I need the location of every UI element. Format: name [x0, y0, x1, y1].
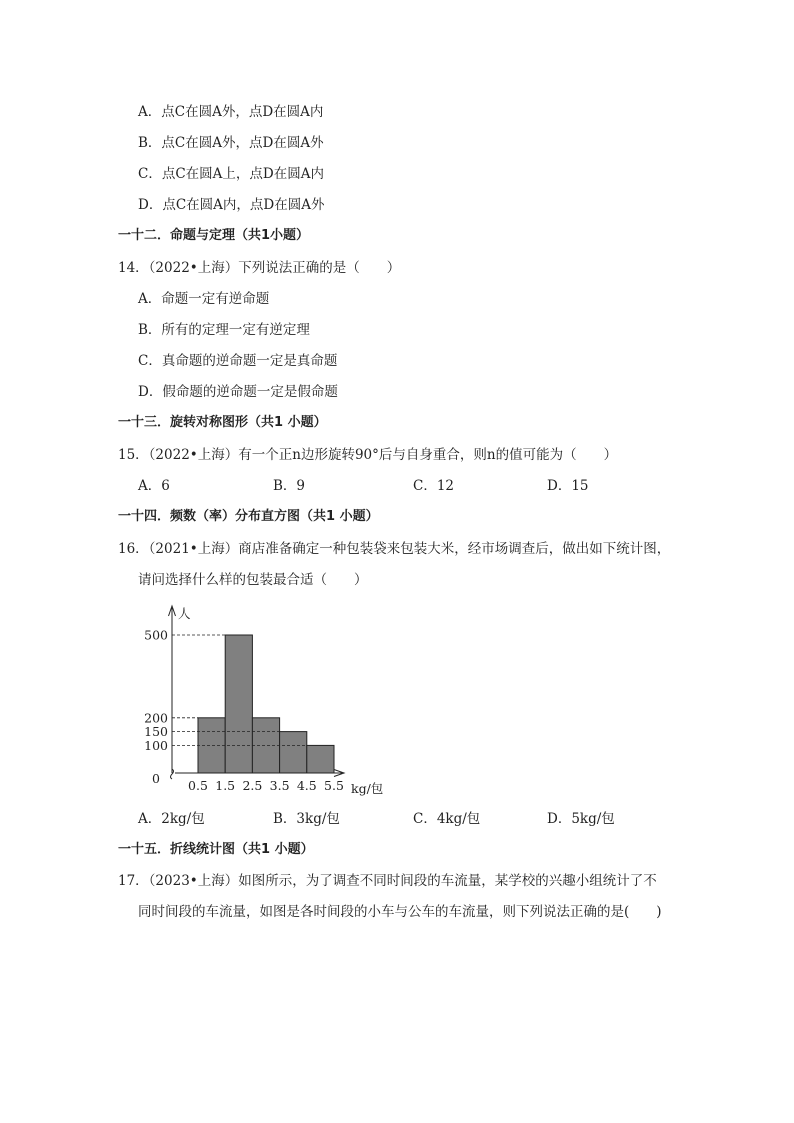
- q13-option-c: C．点C在圆A上，点D在圆A内: [138, 166, 324, 182]
- q16-stem-line2: 请问选择什么样的包装最合适（ ）: [138, 572, 368, 588]
- q15-option-a: A．6: [138, 478, 170, 494]
- x-tick-label: 5.5: [324, 778, 344, 793]
- q15-option-c: C．12: [413, 478, 455, 494]
- histogram-chart: [130, 598, 410, 803]
- histogram-bar: [252, 718, 279, 773]
- section-heading-12: 一十二．命题与定理（共1小题）: [118, 228, 310, 243]
- x-tick-label: 4.5: [296, 778, 317, 793]
- y-tick-label: 200: [144, 710, 168, 726]
- origin-label: 0: [152, 771, 160, 786]
- q17-stem-line1: 17．（2023•上海）如图所示，为了调查不同时间段的车流量，某学校的兴趣小组统计了不: [118, 873, 657, 889]
- q15-option-b: B．9: [273, 478, 306, 494]
- x-axis-label: kg/包: [351, 781, 384, 796]
- y-tick-label: 500: [144, 627, 168, 643]
- q14-option-a: A．命题一定有逆命题: [138, 291, 270, 307]
- q17-stem-line2: 同时间段的车流量，如图是各时间段的小车与公车的车流量，则下列说法正确的是( ): [138, 904, 662, 920]
- q13-option-d: D．点C在圆A内，点D在圆A外: [138, 197, 325, 213]
- q16-option-a: A．2kg/包: [138, 811, 205, 827]
- histogram-bar: [307, 745, 334, 773]
- q13-option-a: A．点C在圆A外，点D在圆A内: [138, 104, 324, 120]
- q16-stem-line1: 16．（2021•上海）商店准备确定一种包装袋来包装大米，经市场调查后，做出如下统计图，: [118, 541, 671, 557]
- q14-stem: 14．（2022•上海）下列说法正确的是（ ）: [118, 260, 401, 276]
- q16-option-c: C．4kg/包: [413, 811, 481, 827]
- section-heading-15: 一十五．折线统计图（共1 小题）: [118, 842, 314, 857]
- histogram-bar: [280, 732, 307, 773]
- y-axis-label: 人: [178, 606, 191, 621]
- x-tick-label: 2.5: [242, 778, 263, 793]
- q14-option-c: C．真命题的逆命题一定是真命题: [138, 353, 338, 369]
- section-heading-14: 一十四．频数（率）分布直方图（共1 小题）: [118, 509, 379, 524]
- section-heading-13: 一十三．旋转对称图形（共1 小题）: [118, 415, 327, 430]
- q16-option-d: D．5kg/包: [547, 811, 615, 827]
- q15-stem: 15．（2022•上海）有一个正n边形旋转90°后与自身重合，则n的值可能为（ ）: [118, 447, 618, 463]
- q16-option-b: B．3kg/包: [273, 811, 340, 827]
- x-tick-label: 0.5: [188, 778, 208, 793]
- q13-option-b: B．点C在圆A外，点D在圆A外: [138, 135, 324, 151]
- x-tick-label: 1.5: [215, 778, 236, 793]
- histogram-bar: [225, 635, 252, 773]
- y-tick-label: 100: [144, 737, 168, 753]
- q14-option-b: B．所有的定理一定有逆定理: [138, 322, 310, 338]
- x-tick-label: 3.5: [269, 778, 290, 793]
- q15-option-d: D．15: [547, 478, 589, 494]
- y-tick-label: 150: [144, 724, 168, 740]
- q14-option-d: D．假命题的逆命题一定是假命题: [138, 384, 338, 400]
